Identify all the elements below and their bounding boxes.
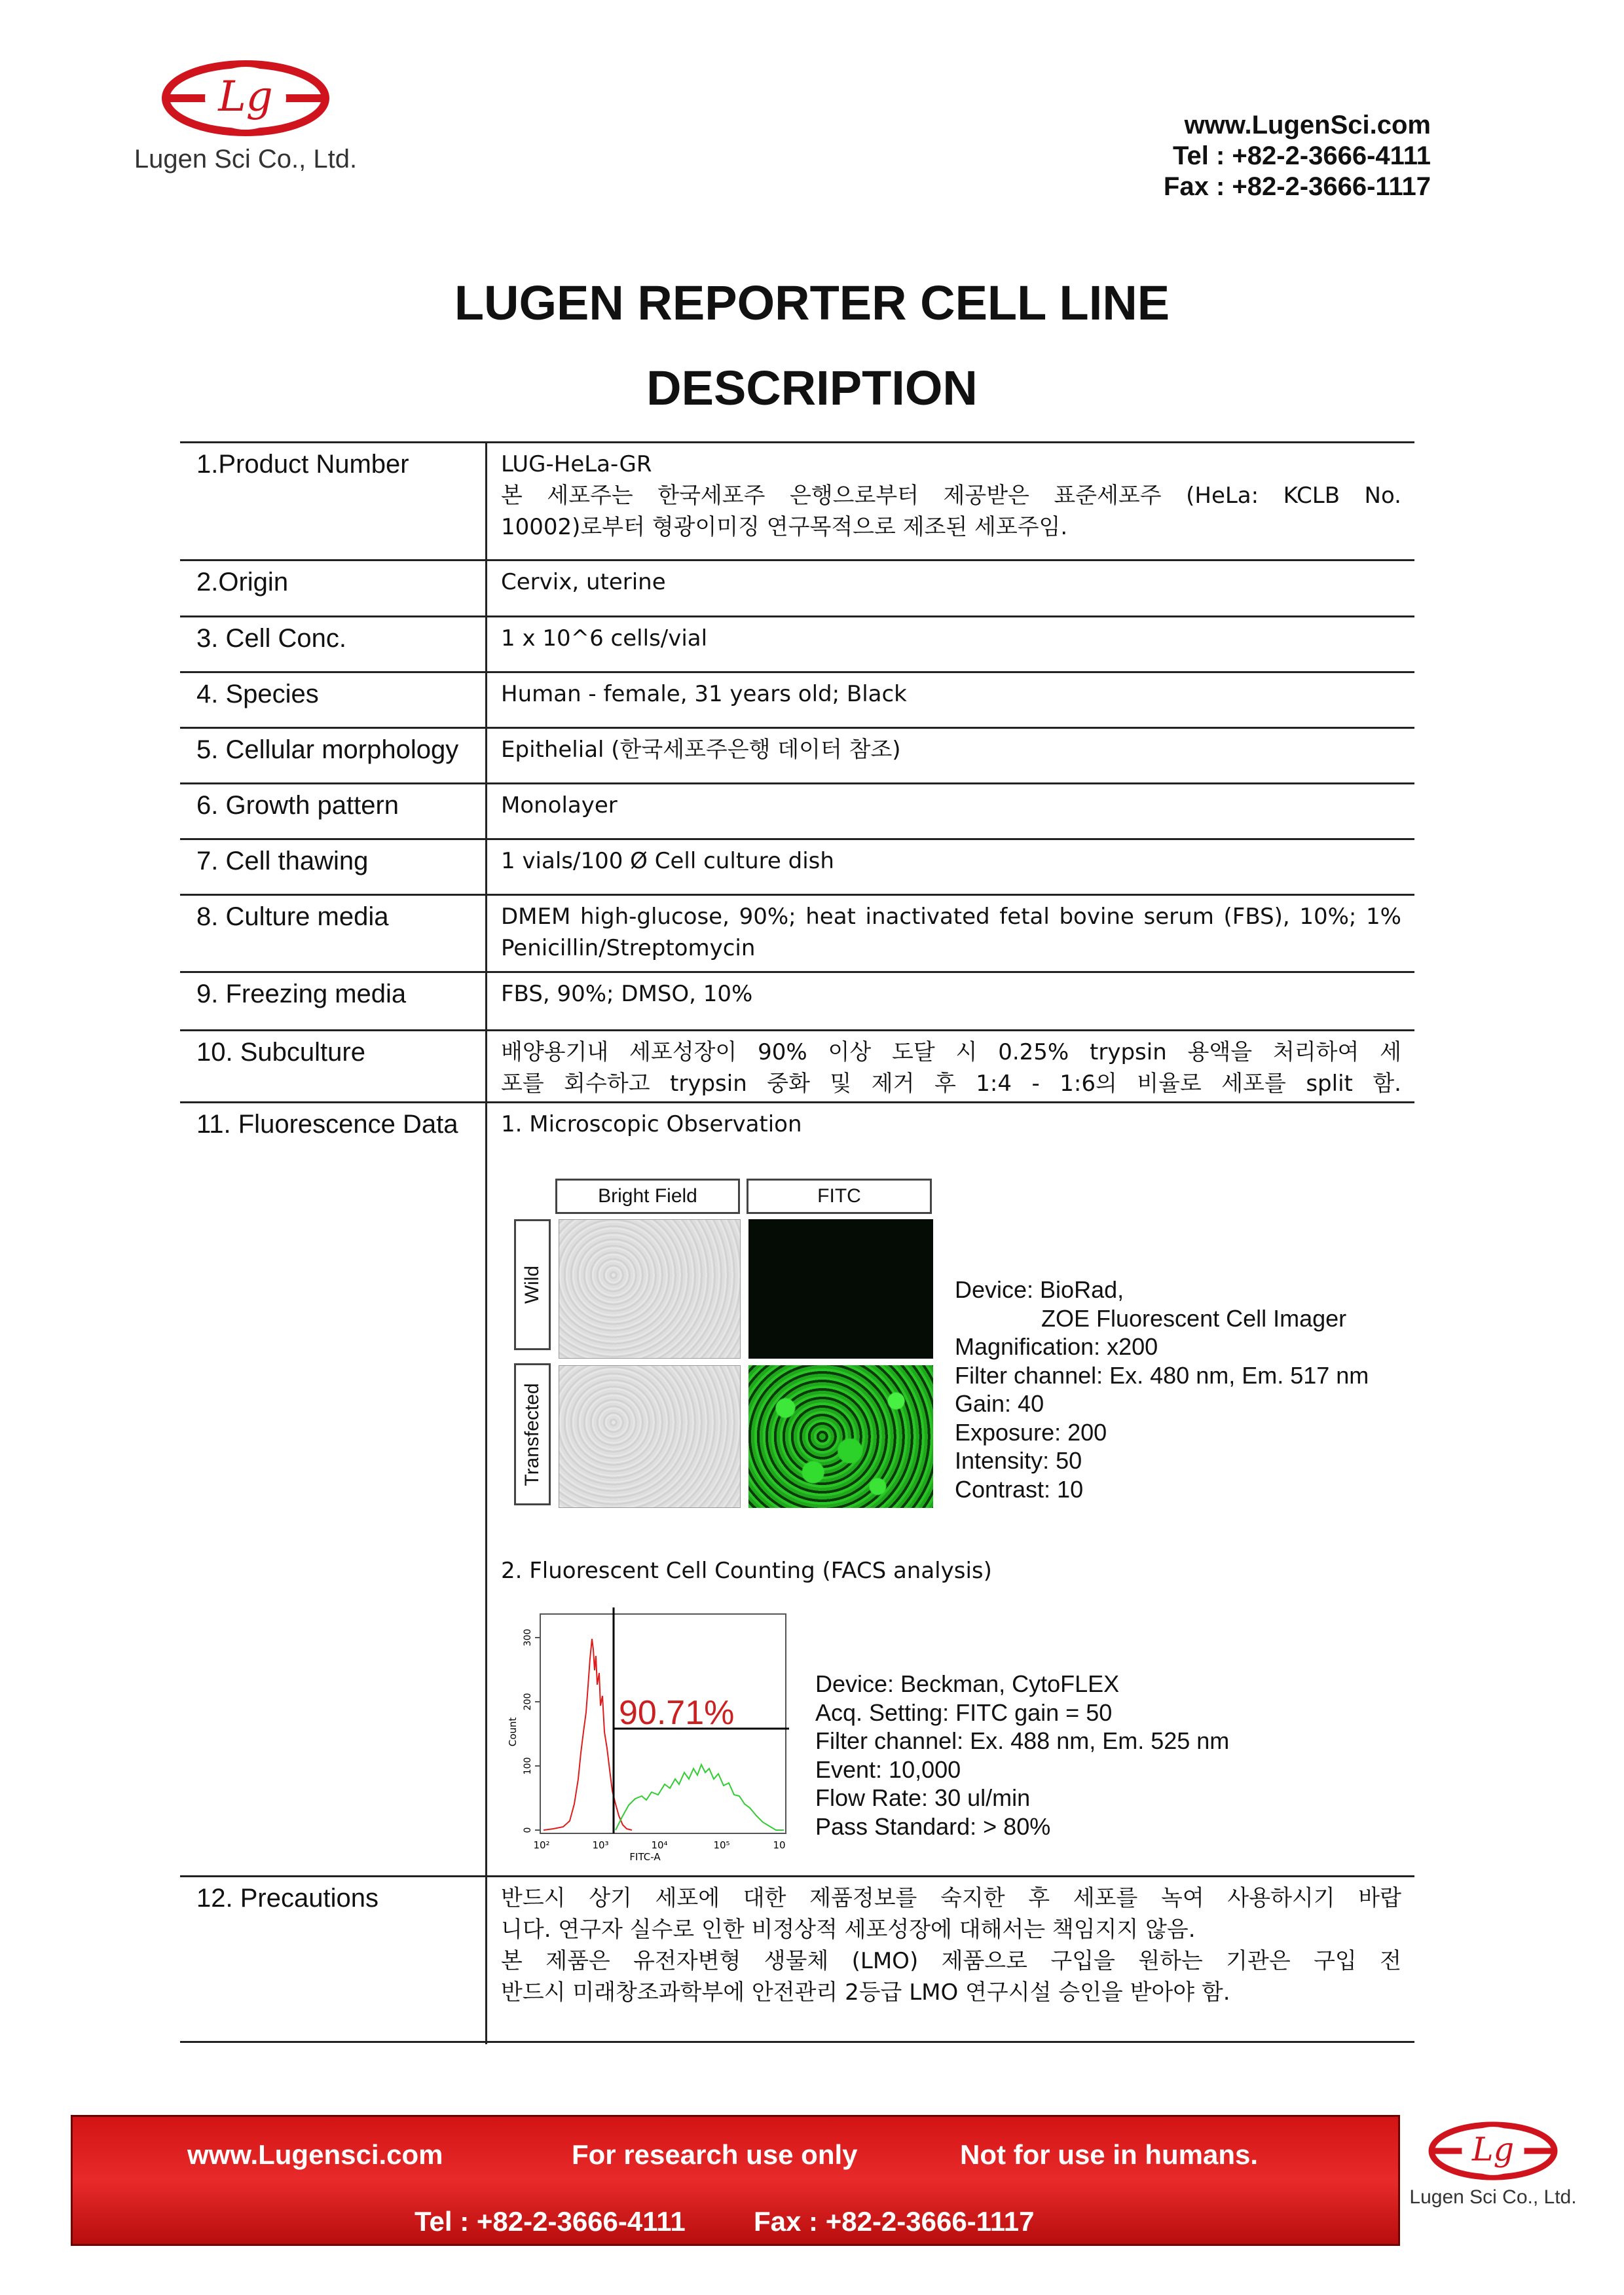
table-bottom-border xyxy=(180,2041,1414,2043)
facs-pass-standard-line: Pass Standard: > 80% xyxy=(815,1812,1051,1840)
microscopy-device-info xyxy=(955,1276,1369,1503)
col-header-fitc: FITC xyxy=(747,1179,932,1214)
x-axis xyxy=(533,1839,785,1863)
row-value: Epithelial (한국세포주은행 데이터 참조) xyxy=(501,737,901,763)
device-line: ZOE Fluorescent Cell Imager xyxy=(1041,1304,1347,1332)
facs-device-line: Device: Beckman, CytoFLEX xyxy=(815,1670,1120,1697)
company-logo xyxy=(134,56,357,174)
row-value xyxy=(501,1037,1401,1099)
footer-fax: Fax : +82-2-3666-1117 xyxy=(754,2206,1035,2237)
magnification-line: Magnification: x200 xyxy=(955,1333,1158,1360)
gain-line: Gain: 40 xyxy=(955,1390,1044,1417)
facs-filter-line: Filter channel: Ex. 488 nm, Em. 525 nm xyxy=(815,1727,1230,1754)
table-row-species xyxy=(180,671,1414,727)
table-row-subculture xyxy=(180,1029,1414,1101)
y-axis-label: Count xyxy=(507,1717,519,1747)
x-tick-label: 10² xyxy=(533,1839,550,1851)
logo-mark-icon xyxy=(157,56,334,141)
x-axis-label: FITC-A xyxy=(629,1851,661,1863)
footer-logo xyxy=(1408,2118,1578,2209)
row-label: 3. Cell Conc. xyxy=(196,624,346,653)
logo-company-name: Lugen Sci Co., Ltd. xyxy=(134,145,358,174)
col-header-bright-field: Bright Field xyxy=(555,1179,740,1214)
facs-heading: 2. Fluorescent Cell Counting (FACS analysis) xyxy=(501,1558,992,1584)
microscopy-figure xyxy=(514,1179,933,1513)
table-row-growth-pattern xyxy=(180,782,1414,838)
precaution-line4: 반드시 미래창조과학부에 안전관리 2등급 LMO 연구시설 승인을 받아야 함. xyxy=(501,1979,1230,2006)
transfected-histogram-line xyxy=(616,1765,784,1830)
y-tick-label: 0 xyxy=(523,1827,533,1833)
product-description-line2: 10002)로부터 형광이미징 연구목적으로 제조된 세포주임. xyxy=(501,514,1068,540)
facs-event-line: Event: 10,000 xyxy=(815,1755,961,1783)
footer-banner xyxy=(71,2115,1400,2246)
x-tick-label: 10 xyxy=(773,1839,786,1851)
subculture-line2: 포를 회수하고 trypsin 중화 및 제거 후 1:4 - 1:6의 비율로 세포를 split 함. xyxy=(501,1071,1401,1097)
footer-human-notice: Not for use in humans. xyxy=(960,2139,1259,2170)
control-histogram-line xyxy=(544,1639,632,1830)
row-value: 1 x 10^6 cells/vial xyxy=(501,625,708,652)
row-label: 8. Culture media xyxy=(196,902,389,931)
row-label: 2.Origin xyxy=(196,568,289,597)
row-value: Monolayer xyxy=(501,792,618,818)
x-tick-label: 10⁵ xyxy=(713,1839,730,1851)
subculture-line1: 배양용기내 세포성장이 90% 이상 도달 시 0.25% trypsin 용액을 처리하여 세 xyxy=(501,1039,1401,1065)
precaution-line3: 본 제품은 유전자변형 생물체 (LMO) 제품으로 구입을 원하는 기관은 구입 전 xyxy=(501,1948,1401,1974)
y-tick-label: 300 xyxy=(523,1628,533,1647)
row-label: 10. Subculture xyxy=(196,1038,365,1067)
row-label: 4. Species xyxy=(196,680,319,708)
row-value xyxy=(501,449,1401,543)
row-value: Cervix, uterine xyxy=(501,569,666,595)
row-header-transfected: Transfected xyxy=(514,1363,551,1505)
table-row-cell-conc xyxy=(180,615,1414,671)
row-label: 11. Fluorescence Data xyxy=(196,1110,458,1139)
svg-text:Lg: Lg xyxy=(1471,2130,1515,2169)
x-tick-label: 10³ xyxy=(592,1839,609,1851)
header-contact xyxy=(1164,110,1431,202)
precaution-line1: 반드시 상기 세포에 대한 제품정보를 숙지한 후 세포를 녹여 사용하시기 바랍 xyxy=(501,1885,1401,1911)
wild-bright-field-image xyxy=(559,1219,741,1359)
intensity-line: Intensity: 50 xyxy=(955,1447,1082,1474)
y-tick-label: 200 xyxy=(523,1693,533,1711)
table-row-origin xyxy=(180,559,1414,615)
row-label: 1.Product Number xyxy=(196,450,409,479)
row-label: 5. Cellular morphology xyxy=(196,735,459,764)
footer-tel: Tel : +82-2-3666-4111 xyxy=(415,2206,686,2237)
table-row-cell-thawing xyxy=(180,838,1414,894)
row-value xyxy=(501,1882,1401,2008)
precaution-line2: 니다. 연구자 실수로 인한 비정상적 세포성장에 대해서는 책임지지 않음. xyxy=(501,1917,1196,1943)
product-description-line1: 본 세포주는 한국세포주 은행으로부터 제공받은 표준세포주 (HeLa: KCLB No. xyxy=(501,483,1401,509)
table-row-precautions xyxy=(180,1875,1414,2041)
row-value: Human - female, 31 years old; Black xyxy=(501,681,907,707)
transfected-fitc-image xyxy=(748,1365,933,1508)
header-fax: Fax : +82-2-3666-1117 xyxy=(1163,172,1431,201)
row-value: FBS, 90%; DMSO, 10% xyxy=(501,981,753,1007)
svg-text:Lg: Lg xyxy=(218,73,273,121)
wild-fitc-image xyxy=(748,1219,933,1359)
transfected-bright-field-image xyxy=(559,1365,741,1508)
header-tel: Tel : +82-2-3666-4111 xyxy=(1173,141,1431,170)
logo-company-name: Lugen Sci Co., Ltd. xyxy=(1409,2186,1577,2208)
row-value xyxy=(501,901,1401,964)
table-row-culture-media xyxy=(180,894,1414,971)
filter-channel-line: Filter channel: Ex. 480 nm, Em. 517 nm xyxy=(955,1361,1369,1389)
footer-research-notice: For research use only xyxy=(572,2139,858,2170)
footer-website[interactable]: www.Lugensci.com xyxy=(187,2139,443,2170)
document-title-line2: DESCRIPTION xyxy=(646,361,978,415)
row-label: 6. Growth pattern xyxy=(196,791,399,820)
facs-histogram xyxy=(501,1607,796,1869)
x-tick-label: 10⁴ xyxy=(651,1839,668,1851)
facs-device-info xyxy=(815,1670,1229,1841)
y-tick-label: 100 xyxy=(523,1757,533,1775)
product-number-value: LUG-HeLa-GR xyxy=(501,451,652,477)
row-label: 7. Cell thawing xyxy=(196,847,369,875)
gate-percent-label: 90.71% xyxy=(619,1694,735,1732)
y-axis xyxy=(507,1629,540,1833)
row-header-wild: Wild xyxy=(514,1219,551,1350)
document-title-line1: LUGEN REPORTER CELL LINE xyxy=(454,276,1170,330)
table-row-product-number xyxy=(180,441,1414,559)
device-line: Device: BioRad, xyxy=(955,1276,1124,1303)
facs-flow-rate-line: Flow Rate: 30 ul/min xyxy=(815,1784,1031,1811)
logo-mark-icon xyxy=(1424,2118,1562,2184)
row-value: 1 vials/100 Ø Cell culture dish xyxy=(501,848,834,874)
exposure-line: Exposure: 200 xyxy=(955,1418,1107,1446)
microscopy-heading: 1. Microscopic Observation xyxy=(501,1111,802,1137)
culture-media-line2: Penicillin/Streptomycin xyxy=(501,935,756,961)
header-website[interactable]: www.LugenSci.com xyxy=(1184,111,1431,139)
facs-setting-line: Acq. Setting: FITC gain = 50 xyxy=(815,1698,1113,1726)
row-label: 9. Freezing media xyxy=(196,980,407,1008)
row-label: 12. Precautions xyxy=(196,1884,378,1913)
table-row-freezing-media xyxy=(180,971,1414,1029)
contrast-line: Contrast: 10 xyxy=(955,1475,1084,1503)
culture-media-line1: DMEM high-glucose, 90%; heat inactivated fetal bovine serum (FBS), 10%; 1% xyxy=(501,904,1401,930)
table-row-morphology xyxy=(180,727,1414,782)
